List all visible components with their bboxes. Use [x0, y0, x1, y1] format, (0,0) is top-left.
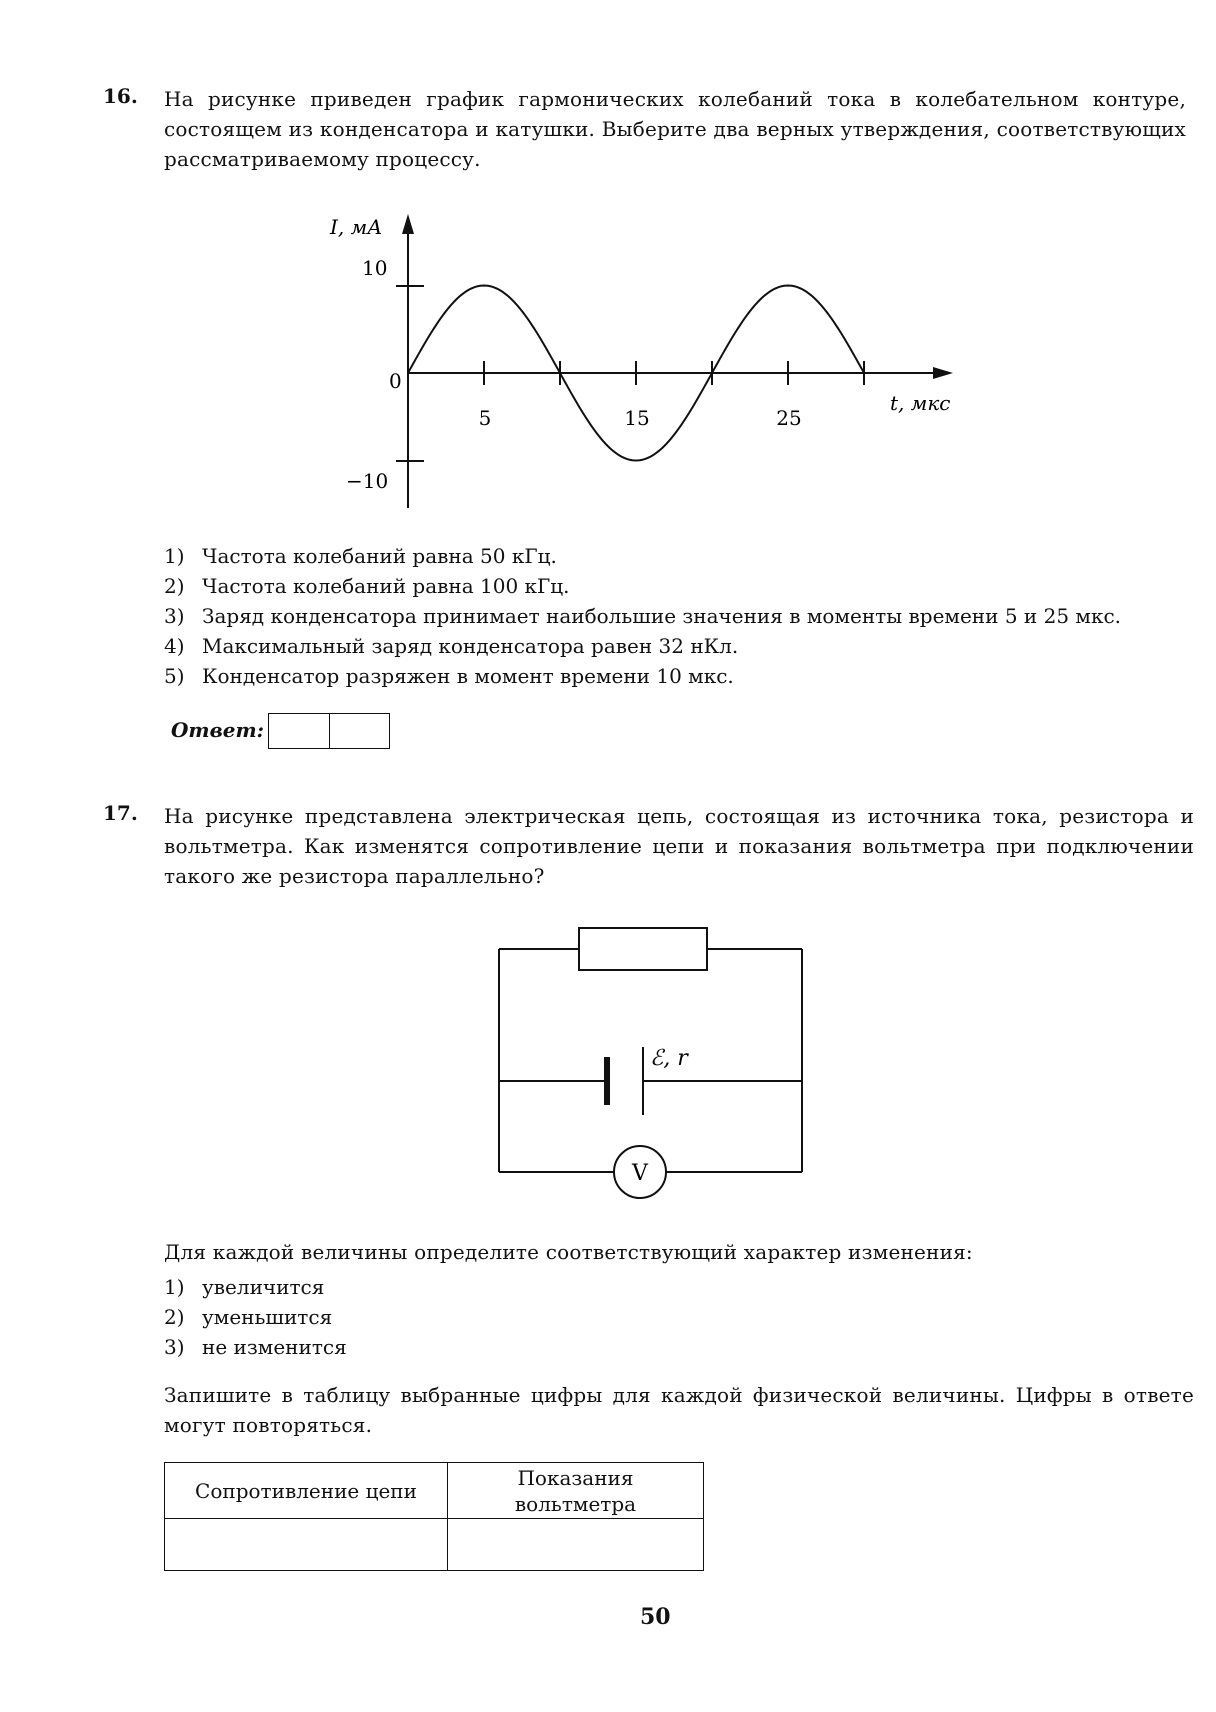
change-option-2-number: 2) [164, 1305, 185, 1329]
x-axis-label: t, мкс [890, 391, 951, 415]
x-tick-label-25: 25 [776, 406, 802, 430]
question-17-text: На рисунке представлена электрическая цепь, состоящая из источника тока, резистора и вольтметра. Как изменятся сопротивление цепи и показания вольтметра при подключении такого же резистора параллельно? [164, 804, 1194, 888]
change-option-3-text: не изменится [202, 1335, 347, 1359]
option-3-text: Заряд конденсатора принимает наибольшие значения в моменты времени 5 и 25 мкс. [202, 604, 1122, 628]
change-option-1-number: 1) [164, 1275, 185, 1299]
option-4-number: 4) [164, 634, 185, 658]
y-tick-label-10: 10 [362, 256, 388, 280]
option-2-number: 2) [164, 574, 185, 598]
option-1-number: 1) [164, 544, 185, 568]
voltmeter-label: V [632, 1161, 648, 1186]
y-tick-label-minus-10: −10 [346, 469, 389, 493]
question-17-options [164, 1272, 347, 1362]
option-1-text: Частота колебаний равна 50 кГц. [202, 544, 557, 568]
table-header-resistance: Сопротивление цепи [165, 1463, 448, 1519]
table-cell-voltmeter-answer[interactable] [448, 1519, 704, 1571]
source-label: ℰ, r [650, 1046, 688, 1071]
change-option-2 [164, 1302, 347, 1332]
option-4-text: Максимальный заряд конденсатора равен 32 нКл. [202, 634, 739, 658]
y-tick-label-0: 0 [389, 369, 402, 393]
option-2-text: Частота колебаний равна 100 кГц. [202, 574, 570, 598]
y-axis-label: I, мА [330, 215, 383, 239]
question-16-number: 16. [103, 84, 138, 108]
change-option-1-text: увеличится [202, 1275, 325, 1299]
answer-table [164, 1462, 704, 1571]
change-option-2-text: уменьшится [202, 1305, 333, 1329]
option-5-number: 5) [164, 664, 185, 688]
option-5-text: Конденсатор разряжен в момент времени 10 мкс. [202, 664, 734, 688]
change-option-3 [164, 1332, 347, 1362]
answer-label: Ответ: [171, 718, 264, 742]
table-cell-resistance-answer[interactable] [165, 1519, 448, 1571]
page-number: 50 [640, 1604, 671, 1630]
question-16-text: На рисунке приведен график гармонических колебаний тока в колебательном контуре, состоящем из конденсатора и катушки. Выберите два верных утверждения, соответствующих рассматриваемому процессу. [164, 87, 1186, 171]
question-17-instruction: Для каждой величины определите соответствующий характер изменения: [164, 1240, 973, 1264]
table-header-voltmeter: Показания вольтметра [448, 1463, 704, 1519]
x-tick-label-15: 15 [624, 406, 650, 430]
option-3-number: 3) [164, 604, 185, 628]
x-tick-label-5: 5 [478, 406, 492, 430]
resistor [579, 928, 707, 970]
change-option-1 [164, 1272, 347, 1302]
change-option-3-number: 3) [164, 1335, 185, 1359]
question-17-note: Запишите в таблицу выбранные цифры для каждой физической величины. Цифры в ответе могут повторяться. [164, 1383, 1194, 1437]
question-17-number: 17. [103, 801, 138, 825]
